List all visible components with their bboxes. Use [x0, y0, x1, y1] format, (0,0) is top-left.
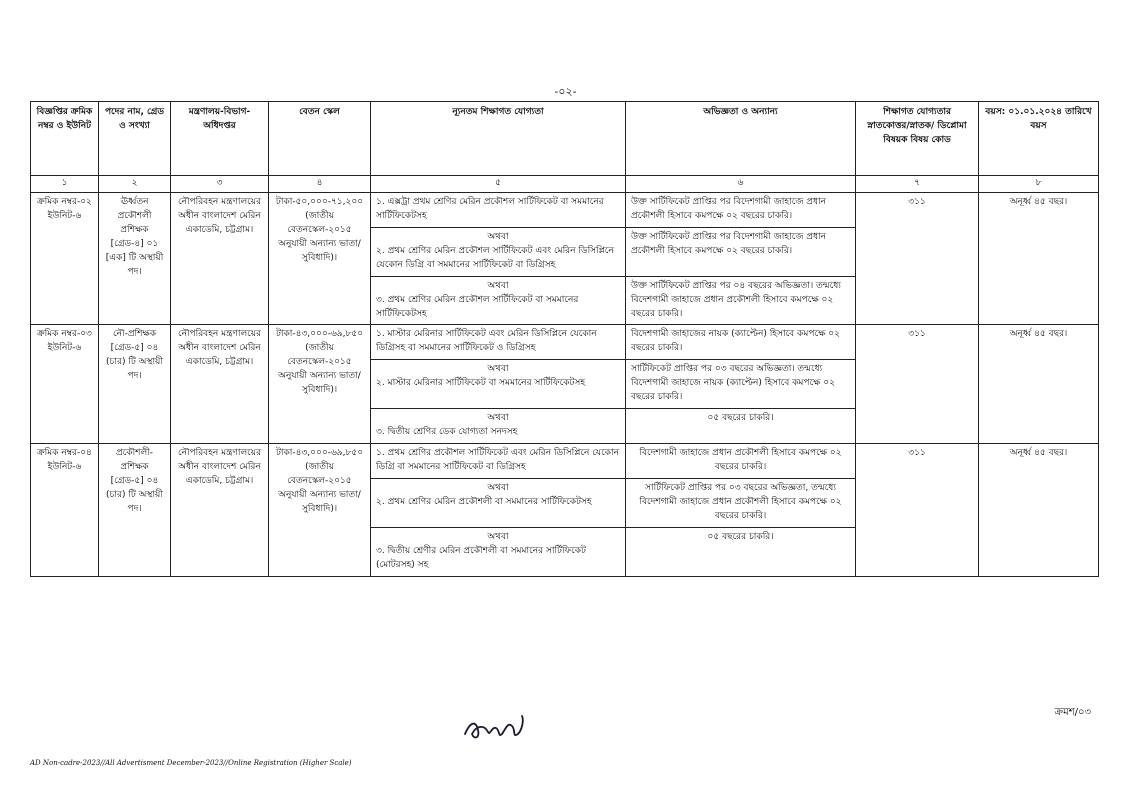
qualification-text: ৩. দ্বিতীয় শ্রেণীর মেরিন প্রকৌশলী বা সমমানের সার্টিফিকেট (মোটরসহ) সহ [376, 545, 586, 570]
footer-reference: AD Non-cadre-2023//All Advertisment December-2023//Online Registration (Higher Scale) [30, 759, 352, 767]
column-number: ৬ [626, 176, 856, 193]
header-cell: বয়স: ০১.০১.২০২৪ তারিখে বয়স [979, 102, 1099, 176]
ministry-cell: নৌপরিবহন মন্ত্রণালয়ের অধীন বাংলাদেশ মেরিন একাডেমি, চট্টগ্রাম। [171, 192, 269, 325]
qualification-cell [371, 478, 626, 527]
qualification-text: ২. মাস্টার মেরিনার সার্টিফিকেট বা সমমানের সার্টিফিকেটসহ [376, 378, 586, 389]
header-cell: মন্ত্রণালয়-বিভাগ-অধিদপ্তর [171, 102, 269, 176]
column-number: ৫ [371, 176, 626, 193]
pay-scale-cell: টাকা-৪৩,০০০-৬৯,৮৫০ (জাতীয় বেতনস্কেল-২০১৫ অনুযায়ী অন্যান্য ভাতা/সুবিধাদি)। [269, 444, 371, 577]
header-cell: বিজ্ঞপ্তির ক্রমিক নম্বর ও ইউনিট [31, 102, 99, 176]
table-row [31, 325, 1099, 360]
qualification-cell [371, 192, 626, 227]
column-number: ১ [31, 176, 99, 193]
header-cell: বেতন স্কেল [269, 102, 371, 176]
subject-code-cell: ৩১১ [856, 325, 979, 444]
post-cell: ঊর্ধ্বতন প্রকৌশলী প্রশিক্ষক [গ্রেড-৪] ০১ [এক] টি অস্থায়ী পদ। [99, 192, 171, 325]
experience-cell: উক্ত সার্টিফিকেট প্রাপ্তির পর বিদেশগামী জাহাজে প্রধান প্রকৌশলী হিসাবে কমপক্ষে ০২ বছরের চাকরি। [626, 192, 856, 227]
qualification-text: ১. মাস্টার মেরিনার সার্টিফিকেট এবং মেরিন ডিসিপ্লিনে যেকোন ডিগ্রিসহ বা সমমানের সার্টিফিকেট ও ডিগ্রিসহ [376, 329, 597, 354]
column-number-row [31, 176, 1099, 193]
qualification-cell [371, 360, 626, 409]
header-cell: ন্যূনতম শিক্ষাগত যোগ্যতা [371, 102, 626, 176]
qualification-cell [371, 276, 626, 325]
experience-cell: বিদেশগামী জাহাজে প্রধান প্রকৌশলী হিসাবে কমপক্ষে ০২ বছরের চাকরি। [626, 444, 856, 479]
age-cell: অনূর্ধ্ব ৪৫ বছর। [979, 444, 1099, 577]
table-row [31, 444, 1099, 479]
qualification-text: ২. প্রথম শ্রেণির মেরিন প্রকৌশলী বা সমমানের সার্টিফিকেটসহ [376, 496, 592, 507]
column-number: ৩ [171, 176, 269, 193]
signature [462, 712, 526, 744]
qualification-text: ১. এক্সট্রা প্রথম শ্রেণির মেরিন প্রকৌশল সার্টিফিকেট বা সমমানের সার্টিফিকেটসহ [376, 196, 604, 221]
experience-cell: উক্ত সার্টিফিকেট প্রাপ্তির পর ০৪ বছরের অভিজ্ঞতা। তন্মধ্যে বিদেশগামী জাহাজে প্রধান প্রকৌশলী হিসাবে কমপক্ষে ০২ বছরের চাকরি। [626, 276, 856, 325]
column-number: ৪ [269, 176, 371, 193]
experience-cell: সার্টিফিকেট প্রাপ্তির পর ০৩ বছরের অভিজ্ঞতা। তন্মধ্যে বিদেশগামী জাহাজে নায়ক (ক্যাপ্টেন) হিসাবে কমপক্ষে ০২ বছরের চাকরি। [626, 360, 856, 409]
table-row [31, 192, 1099, 227]
post-cell: নৌ-প্রশিক্ষক [গ্রেড-৫] ০৪ (চার) টি অস্থায়ী পদ। [99, 325, 171, 444]
serial-cell: ক্রমিক নম্বর-০৪ ইউনিট-৬ [31, 444, 99, 577]
or-label: অথবা [487, 280, 509, 291]
or-label: অথবা [487, 364, 509, 375]
header-cell: অভিজ্ঞতা ও অন্যান্য [626, 102, 856, 176]
header-row [31, 102, 1099, 176]
pay-scale-cell: টাকা-৪৩,০০০-৬৯,৮৫০ (জাতীয় বেতনস্কেল-২০১৫ অনুযায়ী অন্যান্য ভাতা/সুবিধাদি)। [269, 325, 371, 444]
column-number: ৮ [979, 176, 1099, 193]
header-cell: পদের নাম, গ্রেড ও সংখ্যা [99, 102, 171, 176]
qualification-text: ২. প্রথম শ্রেণির মেরিন প্রকৌশল সার্টিফিকেট এবং মেরিন ডিসিপ্লিনে যেকোন ডিগ্রি বা সমমানের সার্টিফিকেট বা ডিগ্রিসহ [376, 245, 614, 270]
qualification-cell [371, 409, 626, 444]
or-label: অথবা [487, 482, 509, 493]
qualification-cell [371, 444, 626, 479]
or-label: অথবা [487, 231, 509, 242]
experience-cell: ০৫ বছরের চাকরি। [626, 527, 856, 576]
qualification-text: ৩. প্রথম শ্রেণির মেরিন প্রকৌশল সার্টিফিকেট বা সমমানের সার্টিফিকেটসহ [376, 294, 579, 319]
subject-code-cell: ৩১১ [856, 444, 979, 577]
pay-scale-cell: টাকা-৫০,০০০-৭১,২০০ (জাতীয় বেতনস্কেল-২০১৫ অনুযায়ী অন্যান্য ভাতা/সুবিধাদি)। [269, 192, 371, 325]
qualification-cell [371, 527, 626, 576]
qualification-cell [371, 227, 626, 276]
age-cell: অনূর্ধ্ব ৪৫ বছর। [979, 192, 1099, 325]
post-cell: প্রকৌশলী-প্রশিক্ষক [গ্রেড-৫] ০৪ (চার) টি অস্থায়ী পদ। [99, 444, 171, 577]
serial-cell: ক্রমিক নম্বর-০৩ ইউনিট-৬ [31, 325, 99, 444]
qualification-text: ৩. দ্বিতীয় শ্রেণির ডেক যোগ্যতা সনদসহ [376, 427, 518, 438]
recruitment-table [30, 101, 1099, 577]
or-label: অথবা [487, 413, 509, 424]
experience-cell: সার্টিফিকেট প্রাপ্তির পর ০৩ বছরের অভিজ্ঞতা, তন্মধ্যে বিদেশগামী জাহাজে প্রধান প্রকৌশলী হিসাবে কমপক্ষে ০২ বছরের চাকরি। [626, 478, 856, 527]
page-number: -০২- [554, 85, 577, 98]
ministry-cell: নৌপরিবহন মন্ত্রণালয়ের অধীন বাংলাদেশ মেরিন একাডেমি, চট্টগ্রাম। [171, 325, 269, 444]
experience-cell: উক্ত সার্টিফিকেট প্রাপ্তির পর বিদেশগামী জাহাজে প্রধান প্রকৌশলী হিসাবে কমপক্ষে ০২ বছরের চাকরি। [626, 227, 856, 276]
column-number: ২ [99, 176, 171, 193]
serial-cell: ক্রমিক নম্বর-০২ ইউনিট-৬ [31, 192, 99, 325]
experience-cell: বিদেশগামী জাহাজের নায়ক (ক্যাপ্টেন) হিসাবে কমপক্ষে ০২ বছরের চাকরি। [626, 325, 856, 360]
header-cell: শিক্ষাগত যোগ্যতার স্নাতকোত্তর/স্নাতক/ ডিপ্লোমা বিষয়ক বিষয় কোড [856, 102, 979, 176]
experience-cell: ০৫ বছরের চাকরি। [626, 409, 856, 444]
continued-label: ক্রমশ/০৩ [1054, 707, 1091, 718]
column-number: ৭ [856, 176, 979, 193]
age-cell: অনূর্ধ্ব ৪৫ বছর। [979, 325, 1099, 444]
ministry-cell: নৌপরিবহন মন্ত্রণালয়ের অধীন বাংলাদেশ মেরিন একাডেমি, চট্টগ্রাম। [171, 444, 269, 577]
qualification-cell [371, 325, 626, 360]
subject-code-cell: ৩১১ [856, 192, 979, 325]
qualification-text: ১. প্রথম শ্রেণির প্রকৌশল সার্টিফিকেট এবং মেরিন ডিসিপ্লিনে যেকোন ডিগ্রি বা সমমানের সার্টিফিকেট বা ডিগ্রিসহ [376, 448, 619, 472]
or-label: অথবা [487, 531, 509, 542]
